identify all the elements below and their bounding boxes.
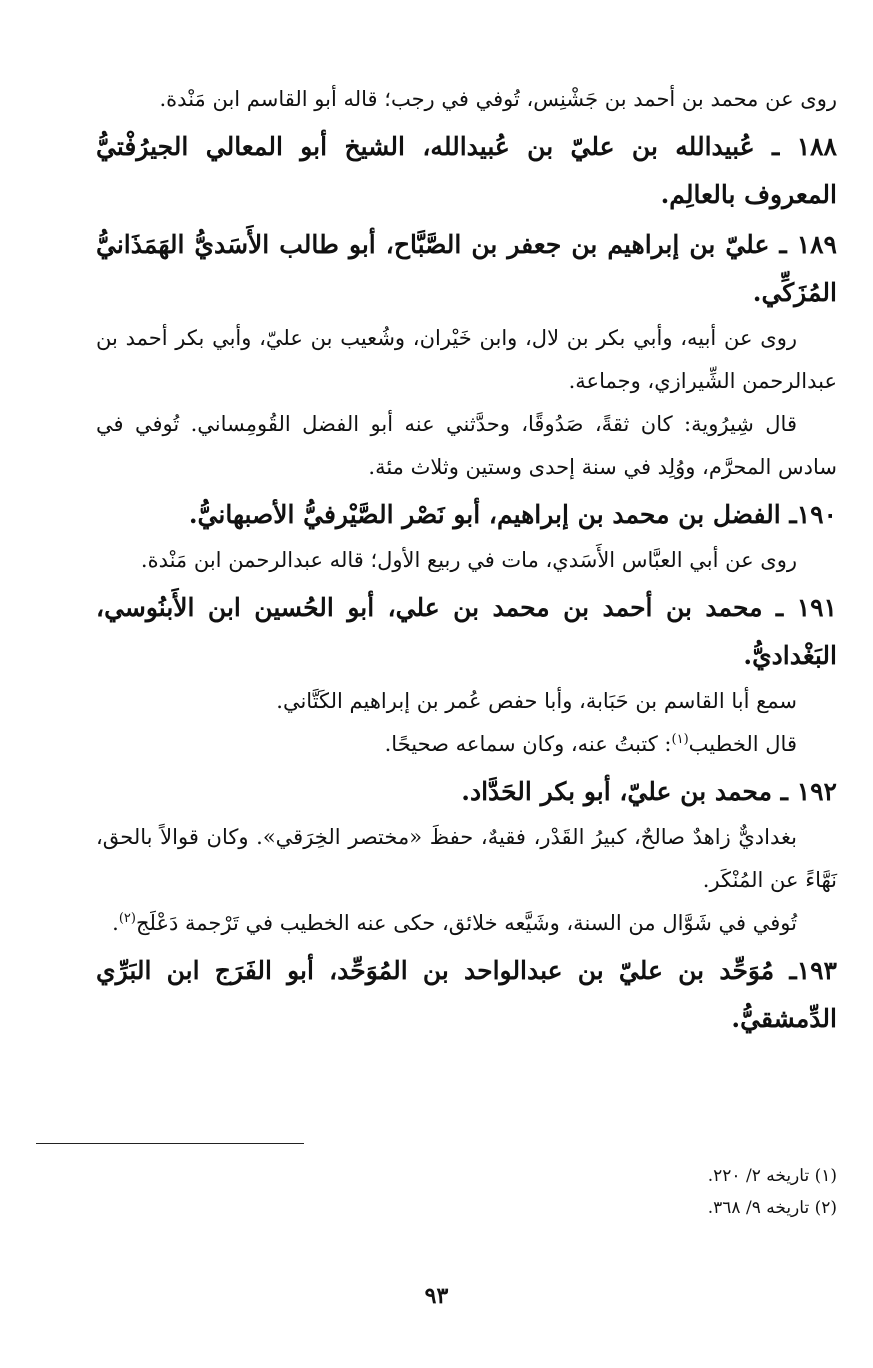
footnote-item: (١) تاريخه ٢/ ٢٢٠. xyxy=(707,1166,837,1186)
paragraph-text: . xyxy=(112,911,119,935)
entry-heading: ١٩٠ـ الفضل بن محمد بن إبراهيم، أبو نَصْر الصَّيْرفيُّ الأصبهانيُّ. xyxy=(188,500,837,529)
paragraph-text: قال الخطيب xyxy=(688,732,797,756)
entry-heading: ١٩١ ـ محمد بن أحمد بن محمد بن علي، أبو الحُسين ابن الأَبنُوسي، البَغْداديُّ. xyxy=(96,593,837,670)
entry-paragraph: سمع أبا القاسم بن حَبَابة، وأبا حفص عُمر بن إبراهيم الكَتَّاني. xyxy=(276,689,797,713)
footnote-marker[interactable]: (١) xyxy=(671,732,689,747)
entry-paragraph: روى عن محمد بن أحمد بن جَشْنِس، تُوفي في رجب؛ قاله أبو القاسم ابن مَنْدة. xyxy=(159,87,837,111)
page-number: ٩٣ xyxy=(424,1283,449,1309)
paragraph-text: تُوفي في شَوَّال من السنة، وشَيَّعه خلائق، حكى عنه الخطيب في تَرْجمة دَعْلَج xyxy=(135,911,797,935)
page-body xyxy=(96,78,837,1043)
entry-heading: ١٨٨ ـ عُبيدالله بن عليّ بن عُبيدالله، الشيخ أبو المعالي الجيرُفْتيُّ المعروف بالعالِم. xyxy=(96,132,837,209)
entry-heading: ١٨٩ ـ عليّ بن إبراهيم بن جعفر بن الصَّبَّاح، أبو طالب الأَسَديُّ الهَمَذَانيُّ المُزَكِّي. xyxy=(96,230,837,307)
footnote-marker[interactable]: (٢) xyxy=(118,911,136,926)
footnote-item: (٢) تاريخه ٩/ ٣٦٨. xyxy=(707,1198,837,1218)
entry-paragraph xyxy=(96,902,837,945)
paragraph-text: : كتبتُ عنه، وكان سماعه صحيحًا. xyxy=(384,732,672,756)
entry-paragraph xyxy=(96,723,837,766)
entry-paragraph: قال شِيرُوية: كان ثقةً، صَدُوقًا، وحدَّثني عنه أبو الفضل القُومِساني. تُوفي في سادس المحرَّم، ووُلِد في سنة إحدى وستين وثلاث مئة. xyxy=(96,412,837,479)
entry-heading: ١٩٢ ـ محمد بن عليّ، أبو بكر الحَدَّاد. xyxy=(461,777,837,806)
footnote-divider xyxy=(36,1143,304,1144)
footnotes xyxy=(96,1160,837,1224)
entry-paragraph: بغداديٌّ زاهدٌ صالحٌ، كبيرُ القَدْر، فقيهٌ، حفظَ «مختصر الخِرَقي». وكان قوالاً بالحق، نَهَّاءً عن المُنْكَر. xyxy=(96,825,837,892)
entry-paragraph: روى عن أبي العبَّاس الأَسَدي، مات في ربيع الأول؛ قاله عبدالرحمن ابن مَنْدة. xyxy=(140,548,797,572)
entry-paragraph: روى عن أبيه، وأبي بكر بن لال، وابن خَيْران، وشُعيب بن عليّ، وأبي بكر أحمد بن عبدالرحمن الشِّيرازي، وجماعة. xyxy=(96,326,837,393)
entry-heading: ١٩٣ـ مُوَحِّد بن عليّ بن عبدالواحد بن المُوَحِّد، أبو الفَرَج ابن البَرِّي الدِّمشقيُّ. xyxy=(96,956,837,1033)
